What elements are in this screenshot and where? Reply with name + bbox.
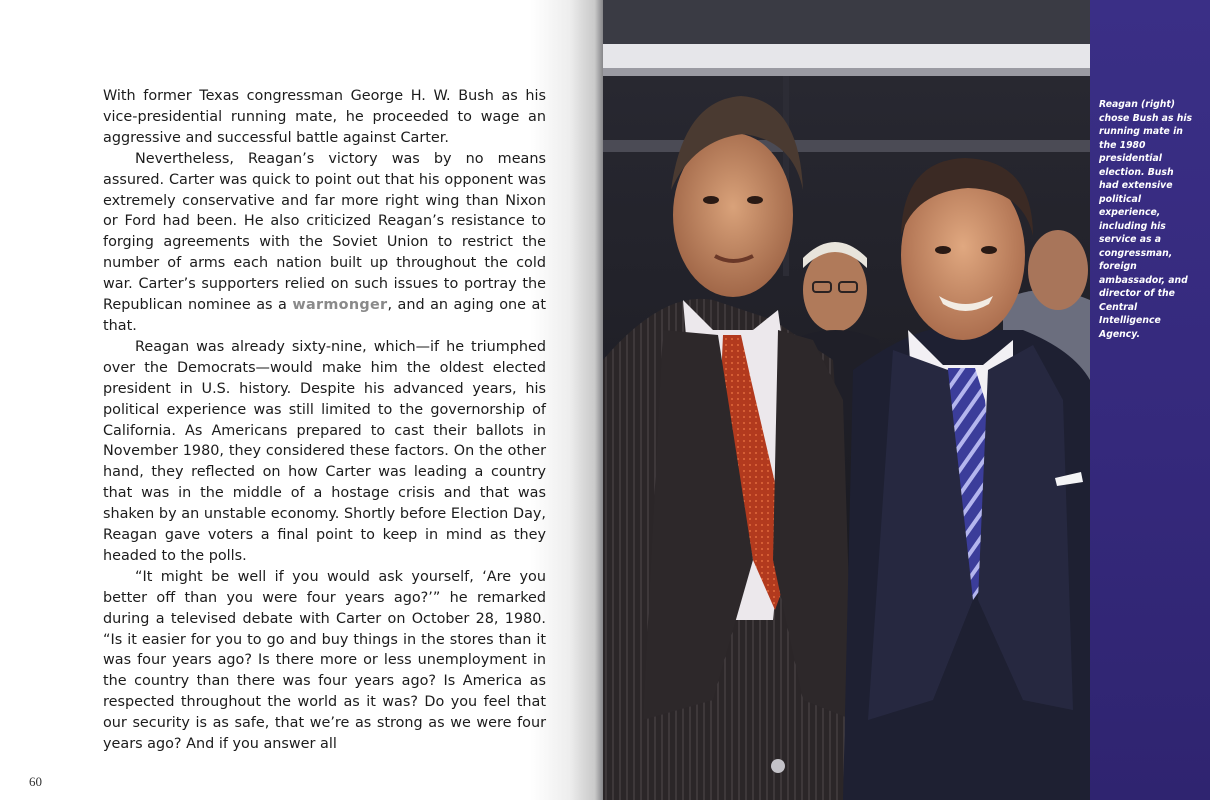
paragraph-2 — [103, 149, 546, 337]
page-number: 60 — [29, 774, 42, 789]
caption-panel — [1090, 0, 1210, 800]
photo-illustration — [603, 0, 1090, 800]
paragraph-2-text: Nevertheless, Reagan’s victory was by no means assured. Carter was quick to point out that his opponent was extremely conservative and far more right wing than Nixon or Ford had been. He also criticized Reagan’s resistance to forging agreements with the Soviet Union to restrict the number of arms each nation built up throughout the cold war. Carter’s supporters relied on such issues to portray the Republican nominee as a — [103, 150, 546, 314]
paragraph-2-end: , and an aging one at that. — [103, 297, 546, 334]
photo-caption: Reagan (right) chose Bush as his running mate in the 1980 presidential election. Bush had extensive political experience, including his service as a congressman, foreign ambassador, and director of the Central Intelligence Agency. — [1099, 99, 1193, 340]
paragraph-3: Reagan was already sixty-nine, which—if he triumphed over the Democrats—would make him the oldest elected president in U.S. history. Despite his advanced years, his political experience was still limited to the governorship of California. As Americans prepared to cast their ballots in November 1980, they considered these factors. On the other hand, they reflected on how Carter was leading a country that was in the middle of a hostage crisis and that was shaken by an unstable economy. Shortly before Election Day, Reagan gave voters a final point to keep in mind as they headed to the polls. — [103, 338, 546, 564]
paragraph-4: “It might be well if you would ask yourself, ‘Are you better off than you were four years ago?’” he remarked during a televised debate with Carter on October 28, 1980. “Is it easier for you to go and buy things in the stores than it was four years ago? Is there more or less unemployment in the country than there was four years ago? Is America as respected throughout the world as it was? Do you feel that our security is as safe, that we’re as strong as we were four years ago? And if you answer all — [103, 568, 546, 753]
left-page — [0, 0, 603, 800]
photo-bush-reagan — [603, 0, 1090, 800]
body-text — [103, 86, 546, 755]
paragraph-1: With former Texas congressman George H. W. Bush as his vice-presidential running mate, he proceeded to wage an aggressive and successful battle against Carter. — [103, 88, 546, 146]
glossary-term-warmonger: warmonger — [292, 297, 388, 314]
